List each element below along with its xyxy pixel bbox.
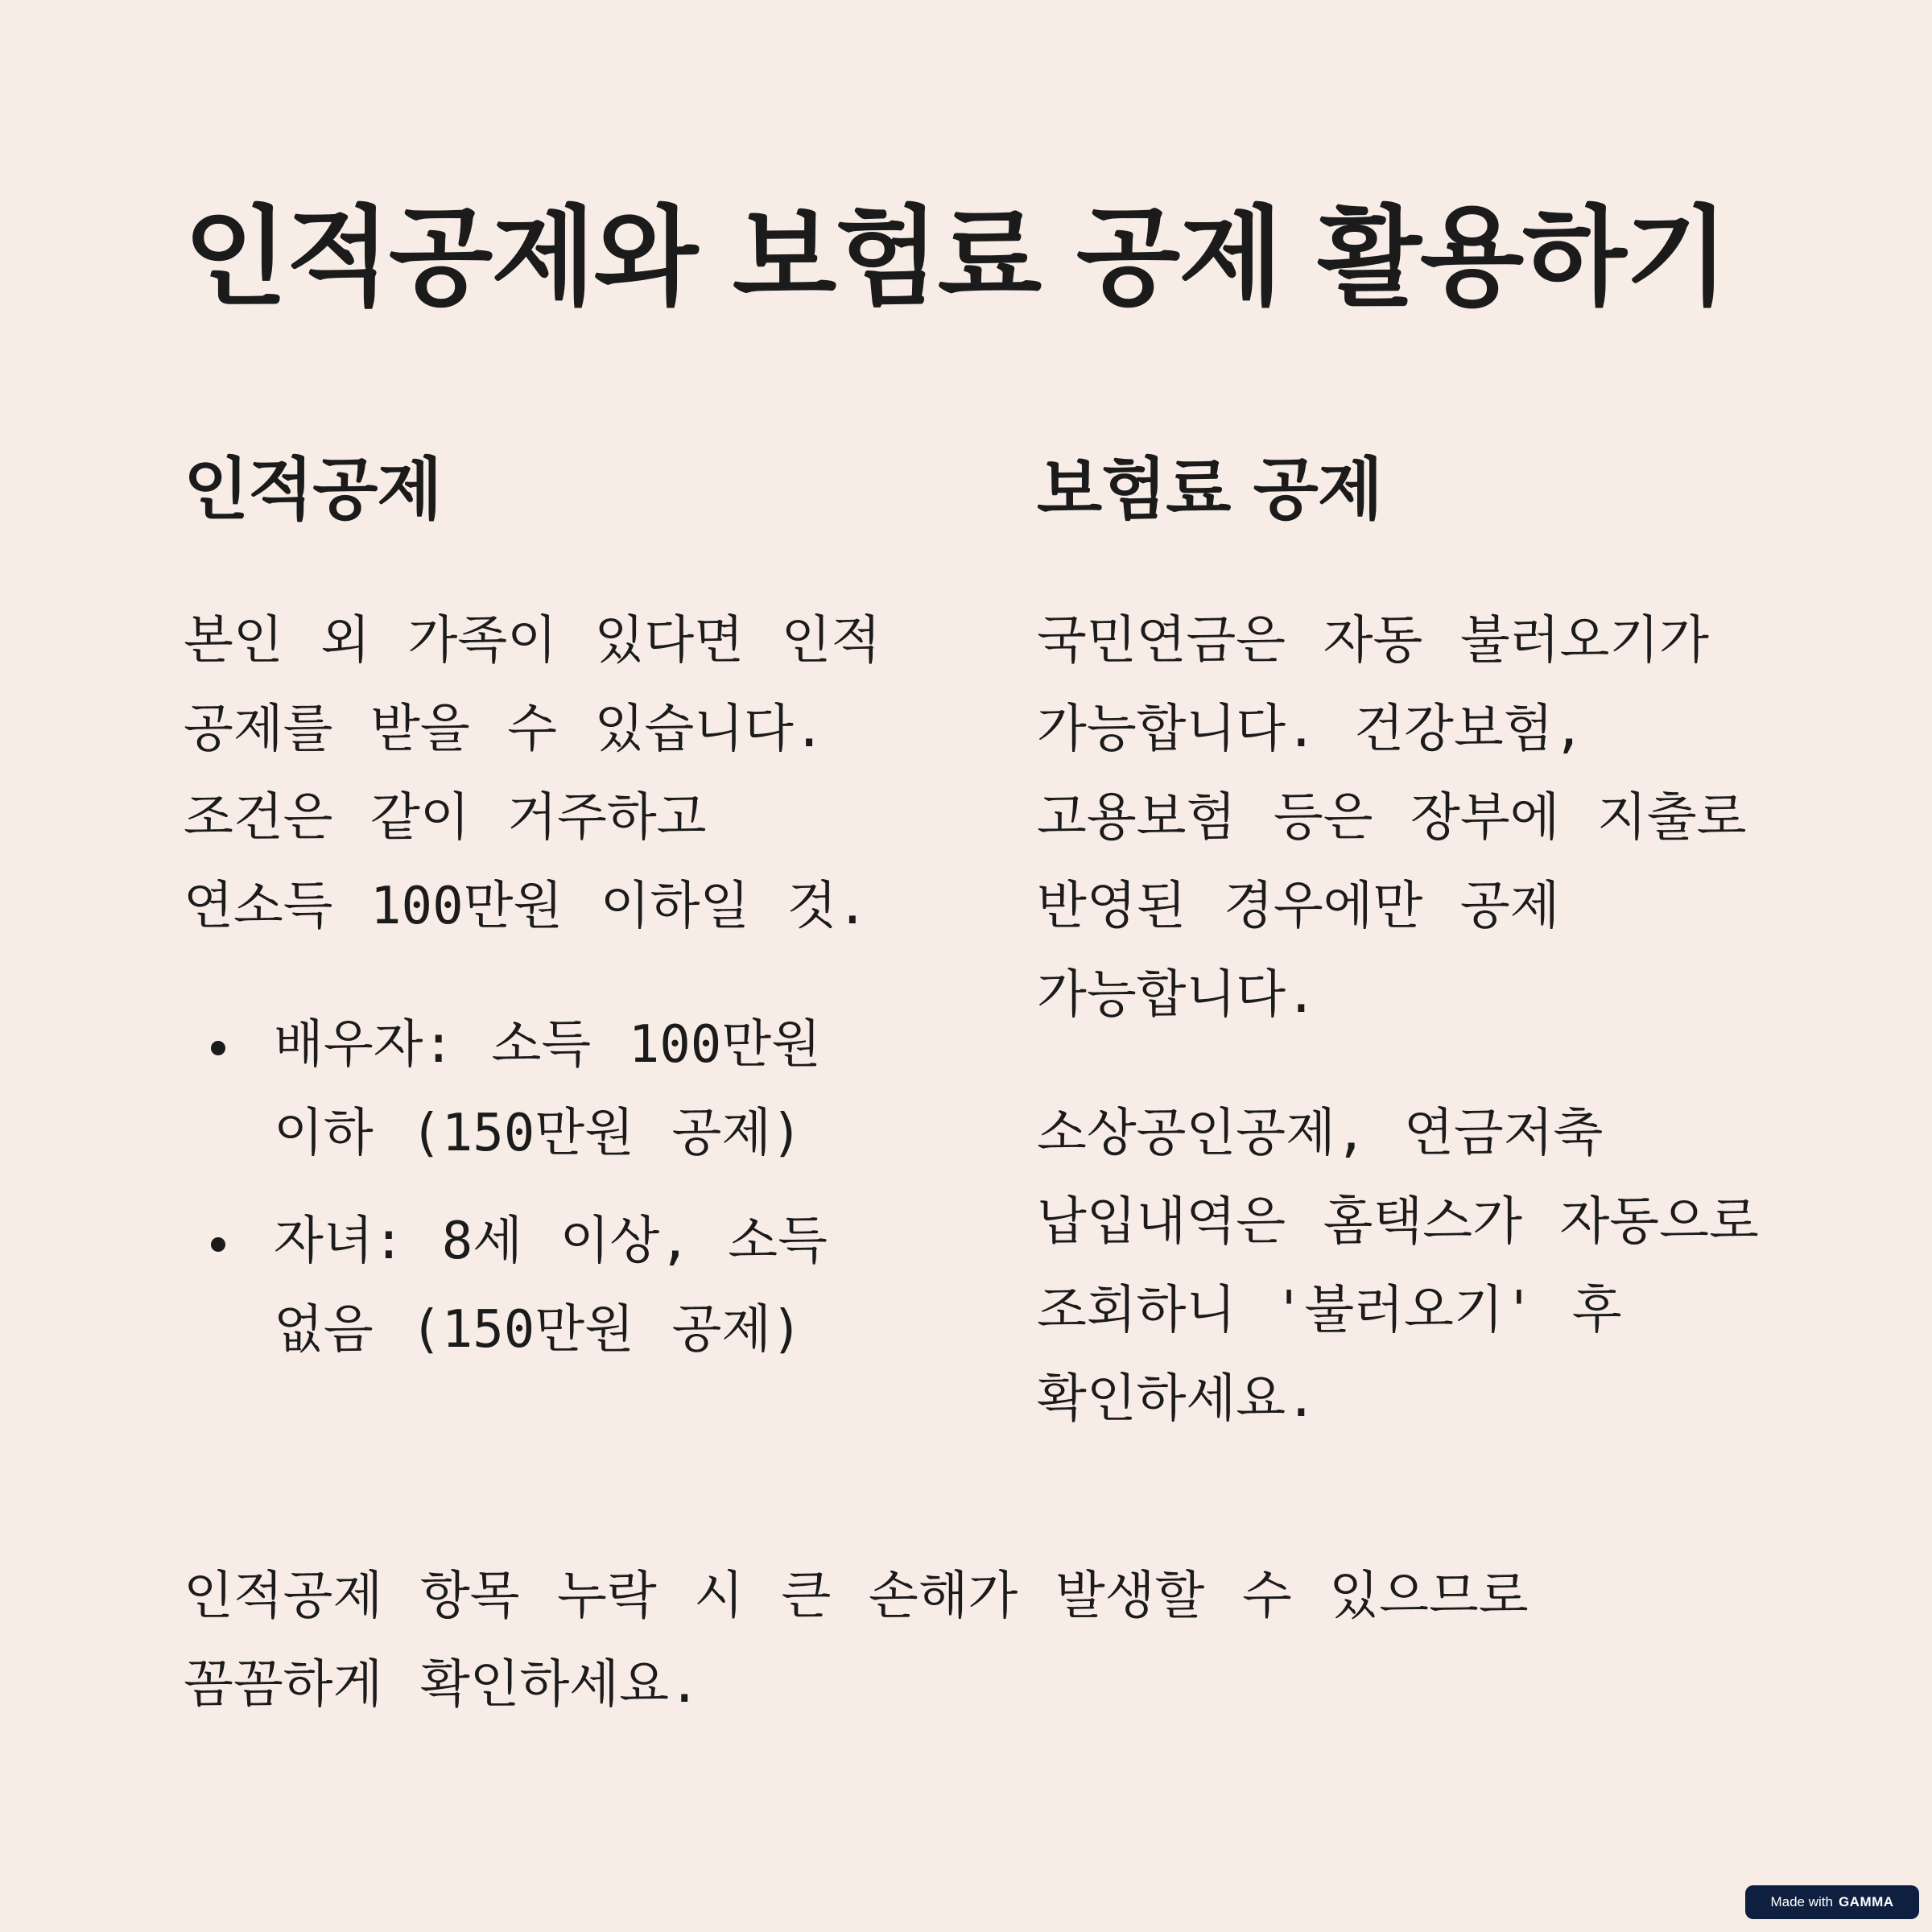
footer-note: 인적공제 항목 누락 시 큰 손해가 발생할 수 있으므로 꼼꼼하게 확인하세요.: [184, 1567, 1529, 1715]
insurance-deduction-heading: 보험료 공제: [1037, 450, 1382, 529]
insurance-deduction-paragraph-2: 소상공인공제, 연금저축 납입내역은 홈택스가 자동으로 조회하니 '불러오기' 후 확인하세요.: [1037, 1104, 1759, 1429]
page-title: 인적공제와 보험료 공제 활용하기: [184, 195, 1728, 320]
personal-deduction-heading: 인적공제: [184, 450, 442, 529]
gamma-logo: GAMMA: [1838, 1894, 1894, 1909]
bullet-icon: [211, 1237, 225, 1252]
insurance-deduction-paragraph-1: 국민연금은 자동 불러오기가 가능합니다. 건강보험, 고용보험 등은 장부에 지출로 반영된 경우에만 공제 가능합니다.: [1037, 611, 1747, 1025]
personal-deduction-description: 본인 외 가족이 있다면 인적 공제를 받을 수 있습니다. 조건은 같이 거주하고 연소득 100만원 이하일 것.: [184, 611, 881, 936]
insurance-deduction-section: [1037, 448, 1761, 1493]
list-item-spouse: [184, 1001, 892, 1178]
made-with-gamma-badge[interactable]: [1745, 1885, 1919, 1919]
list-item-text: 배우자: 소득 100만원 이하 (150만원 공제): [274, 1015, 821, 1163]
list-item-text: 자녀: 8세 이상, 소득 없음 (150만원 공제): [274, 1212, 828, 1360]
personal-deduction-list: [184, 1001, 892, 1374]
bullet-icon: [211, 1041, 225, 1055]
personal-deduction-section: [184, 448, 892, 1393]
badge-prefix: Made with: [1770, 1894, 1833, 1909]
list-item-children: [184, 1197, 892, 1374]
